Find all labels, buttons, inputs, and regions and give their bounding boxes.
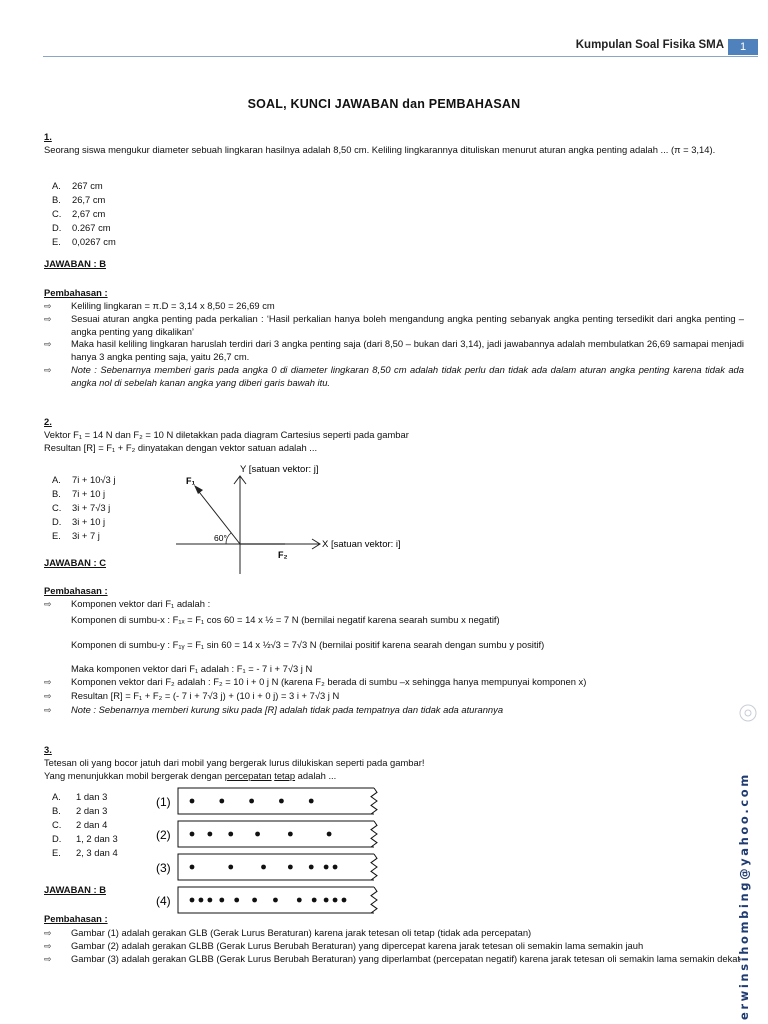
oil-drop	[309, 865, 314, 870]
strip-label: (3)	[156, 861, 171, 875]
question-1-number: 1.	[44, 131, 52, 142]
oil-drop	[333, 898, 338, 903]
strip-label: (2)	[156, 828, 171, 842]
option-item: C. 3i + 7√3 j	[52, 502, 111, 513]
watermark-email: erwinsihombing@yahoo.com	[737, 772, 751, 1020]
arrow-icon: ⇨	[44, 677, 52, 688]
oil-drop	[255, 832, 260, 837]
question-1-text: Seorang siswa mengukur diameter sebuah lingkaran hasilnya adalah 8,50 cm. Keliling lingkarannya dituliskan menurut aturan angka penting adalah ... (π = 3,14).	[44, 143, 716, 155]
question-2-line2: Resultan [R] = F₁ + F₂ dinyatakan dengan vektor satuan adalah ...	[44, 441, 318, 453]
option-item: B. 26,7 cm	[52, 194, 106, 205]
step-item: ⇨ Sesuai aturan angka penting pada perkalian : ‘Hasil perkalian hanya boleh mengandung angka penting sebanyak angka penting tersedikit dari angka penting –angka penting yang dikalikan’	[44, 312, 744, 337]
oil-drop	[324, 865, 329, 870]
oil-drop	[288, 865, 293, 870]
question-3-number: 3.	[44, 744, 52, 755]
f2-label: F₂	[278, 550, 288, 560]
arrow-icon: ⇨	[44, 339, 52, 350]
step-item: ⇨ Maka hasil keliling lingkaran haruslah terdiri dari 3 angka penting saja (dari 8,50 – bukan dari 3,14), jadi jawabannya adalah membulatkan 26,69 samapai menjadi hanya 3 angka penting saja, yaitu 26,7 cm.	[44, 338, 744, 363]
step-item: ⇨ Keliling lingkaran = π.D = 3,14 x 8,50 = 26,69 cm	[44, 300, 275, 311]
oil-drop	[219, 898, 224, 903]
oil-drop	[228, 865, 233, 870]
arrow-icon: ⇨	[44, 313, 52, 324]
question-2	[44, 416, 409, 454]
option-item: D. 3i + 10 j	[52, 516, 106, 527]
step-item: ⇨ Komponen vektor dari F₂ adalah : F₂ = 10 i + 0 j N (karena F₂ berada di sumbu –x sehingga hanya mempunyai komponen x)	[44, 676, 587, 688]
question-2-number: 2.	[44, 416, 52, 427]
oil-drop	[252, 898, 257, 903]
step-item: ⇨ Note : Sebenarnya memberi garis pada angka 0 di diameter lingkaran 8,50 cm adalah tidak perlu dan tidak ada dalam aturan angka penting karena tidak ada angka nol di sebelah kanan angka yang diberi garis bawah itu.	[44, 363, 744, 388]
step-item: ⇨ Note : Sebenarnya memberi kurung siku pada [R] adalah tidak pada tempatnya dan tidak ada aturannya	[44, 703, 504, 715]
arrow-icon: ⇨	[44, 301, 52, 311]
oil-drop	[297, 898, 302, 903]
strip-break	[371, 854, 377, 880]
oil-drop	[199, 898, 204, 903]
oil-drop-strips	[152, 786, 382, 920]
header-title: Kumpulan Soal Fisika SMA	[575, 39, 724, 51]
oil-drop	[273, 898, 278, 903]
oil-drop	[190, 898, 195, 903]
option-item: A. 7i + 10√3 j	[52, 474, 116, 485]
step-subline: Komponen di sumbu-y : F₁ᵧ = F₁ sin 60 = 14 x ½√3 = 7√3 N (bernilai positif karena searah dengan sumbu y positif)	[71, 638, 545, 650]
arrow-icon: ⇨	[44, 599, 52, 609]
oil-drop	[207, 832, 212, 837]
question-3-line1: Tetesan oli yang bocor jatuh dari mobil yang bergerak lurus dilukiskan seperti pada gambar!	[44, 756, 425, 768]
question-3-line2: Yang menunjukkan mobil bergerak dengan percepatan tetap adalah ...	[44, 769, 337, 781]
oil-drop	[190, 865, 195, 870]
question-2-pembahasan-label: Pembahasan :	[44, 585, 108, 596]
strip-box	[178, 788, 374, 814]
question-1	[44, 131, 744, 157]
oil-drop	[190, 799, 195, 804]
oil-drop	[333, 865, 338, 870]
option-item: E. 0,0267 cm	[52, 236, 116, 247]
oil-drop	[190, 832, 195, 837]
oil-drop	[228, 832, 233, 837]
question-2-line1: Vektor F₁ = 14 N dan F₂ = 10 N diletakkan pada diagram Cartesius seperti pada gambar	[44, 428, 409, 440]
arrow-icon: ⇨	[44, 704, 52, 715]
document-title: SOAL, KUNCI JAWABAN dan PEMBAHASAN	[247, 97, 521, 111]
header-rule	[43, 56, 758, 57]
page-header	[0, 36, 768, 58]
question-3-options	[52, 791, 118, 861]
option-item: E. 3i + 7 j	[52, 530, 100, 541]
question-1-steps	[44, 300, 744, 389]
question-2-answer: JAWABAN : C	[44, 557, 106, 568]
question-3-steps	[44, 927, 744, 965]
question-2-steps	[44, 598, 744, 716]
oil-drop	[312, 898, 317, 903]
question-1-options	[52, 180, 116, 250]
x-axis-label: X [satuan vektor: i]	[322, 539, 401, 550]
question-1-answer: JAWABAN : B	[44, 258, 106, 269]
strip-label: (4)	[156, 894, 171, 908]
option-item: B. 7i + 10 j	[52, 488, 106, 499]
watermark	[735, 700, 761, 1024]
step-subline: Maka komponen vektor dari F₁ adalah : F₁ = - 7 i + 7√3 j N	[71, 663, 313, 675]
step-item: ⇨ Komponen vektor dari F₁ adalah :	[44, 598, 211, 609]
arrow-icon: ⇨	[44, 690, 52, 701]
question-3	[44, 744, 424, 782]
oil-drop	[234, 898, 239, 903]
oil-drop	[327, 832, 332, 837]
oil-drop	[324, 898, 329, 903]
arrow-icon: ⇨	[44, 940, 52, 951]
strip-box	[178, 821, 374, 847]
strip-break	[371, 821, 377, 847]
oil-drop	[207, 898, 212, 903]
option-item: E. 2, 3 dan 4	[52, 847, 118, 858]
vector-diagram	[170, 462, 460, 580]
f1-label: F₁	[186, 476, 196, 486]
arrow-icon: ⇨	[44, 953, 52, 964]
y-axis-label: Y [satuan vektor: j]	[240, 464, 319, 475]
oil-drop	[288, 832, 293, 837]
oil-drop	[219, 799, 224, 804]
question-3-pembahasan-label: Pembahasan :	[44, 913, 108, 924]
option-item: A. 1 dan 3	[52, 791, 108, 802]
step-item: ⇨ Resultan [R] = F₁ + F₂ = (- 7 i + 7√3 j) + (10 i + 0 j) = 3 i + 7√3 j N	[44, 689, 340, 701]
step-subline: Komponen di sumbu-x : F₁ₓ = F₁ cos 60 = 14 x ½ = 7 N (bernilai negatif karena searah sumbu x negatif)	[71, 613, 500, 625]
oil-drop	[249, 799, 254, 804]
step-item: ⇨ Gambar (1) adalah gerakan GLB (Gerak Lurus Beraturan) karena jarak tetesan oli tetap (tidak ada percepatan)	[44, 927, 532, 938]
option-item: C. 2,67 cm	[52, 208, 106, 219]
arrow-icon: ⇨	[44, 364, 52, 375]
step-item: ⇨ Gambar (3) adalah gerakan GLBB (Gerak Lurus Berubah Beraturan) yang diperlambat (percepatan negatif) karena jarak tetesan oli semakin lama semakin dekat	[44, 952, 741, 964]
flower-logo-icon	[737, 700, 759, 726]
option-item: D. 0.267 cm	[52, 222, 111, 233]
option-item: A. 267 cm	[52, 180, 103, 191]
strip-break	[371, 887, 377, 913]
angle-label: 60°	[214, 533, 227, 543]
question-1-pembahasan-label: Pembahasan :	[44, 287, 108, 298]
strip-label: (1)	[156, 795, 171, 809]
oil-drop	[309, 799, 314, 804]
page-number-badge: 1	[728, 39, 758, 55]
question-3-answer: JAWABAN : B	[44, 884, 106, 895]
step-item: ⇨ Gambar (2) adalah gerakan GLBB (Gerak Lurus Berubah Beraturan) yang dipercepat karena jarak tetesan oli semakin lama semakin jauh	[44, 939, 644, 951]
strip-break	[371, 788, 377, 814]
arrow-icon: ⇨	[44, 928, 52, 938]
option-item: D. 1, 2 dan 3	[52, 833, 118, 844]
option-item: B. 2 dan 3	[52, 805, 108, 816]
oil-drop	[261, 865, 266, 870]
question-2-options	[52, 474, 115, 544]
oil-drop	[279, 799, 284, 804]
oil-drop	[342, 898, 347, 903]
f1-arrowhead-icon	[194, 485, 203, 494]
strip-box	[178, 854, 374, 880]
option-item: C. 2 dan 4	[52, 819, 108, 830]
